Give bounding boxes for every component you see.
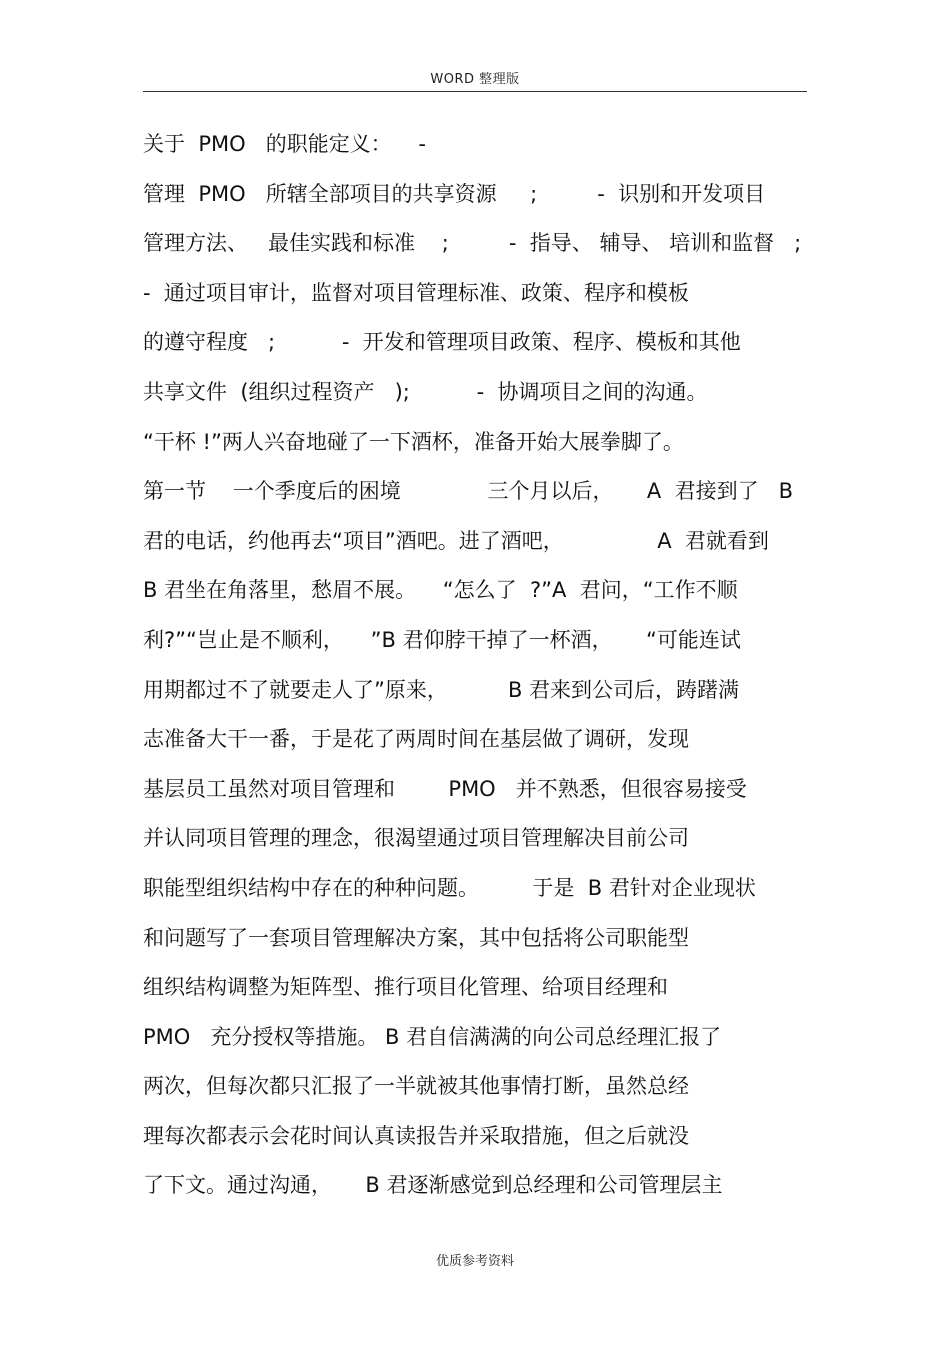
text-line: 理每次都表示会花时间认真读报告并采取措施，但之后就没 [143,1123,689,1148]
document-body [143,120,823,1211]
text-line: 的遵守程度 ; - 开发和管理项目政策、程序、模板和其他 [143,330,741,355]
text-line: 两次，但每次都只汇报了一半就被其他事情打断，虽然总经 [143,1074,689,1099]
text-line: 用期都过不了就要走人了”原来， B 君来到公司后，踌躇满 [143,677,740,702]
header-divider [143,91,807,92]
text-line: 管理方法、 最佳实践和标准 ; - 指导、 辅导、 培训和监督 ; [143,231,802,256]
text-line: 管理 PMO 所辖全部项目的共享资源 ; - 识别和开发项目 [143,181,766,206]
page-header: WORD 整理版 [430,72,520,87]
text-line: 关于 PMO 的职能定义： - [143,132,426,156]
text-line: 志准备大干一番，于是花了两周时间在基层做了调研，发现 [143,727,689,752]
text-line: 和问题写了一套项目管理解决方案，其中包括将公司职能型 [143,925,689,950]
text-line: 了下文。通过沟通， B 君逐渐感觉到总经理和公司管理层主 [143,1173,723,1198]
page-footer: 优质参考资料 [435,1254,514,1269]
text-line: 君的电话，约他再去“项目”酒吧。进了酒吧， A 君就看到 [143,528,769,553]
text-line: “干杯 !”两人兴奋地碰了一下酒杯，准备开始大展拳脚了。 [143,429,684,454]
text-line: 组织结构调整为矩阵型、推行项目化管理、给项目经理和 [143,975,668,1000]
text-line: 共享文件 (组织过程资产 ); - 协调项目之间的沟通。 [143,379,708,404]
text-line: 职能型组织结构中存在的种种问题。 于是 B 君针对企业现状 [143,875,756,900]
text-line: PMO 充分授权等措施。 B 君自信满满的向公司总经理汇报了 [143,1024,722,1049]
text-line: 基层员工虽然对项目管理和 PMO 并不熟悉，但很容易接受 [143,776,747,801]
text-line: 利?”“岂止是不顺利， ”B 君仰脖干掉了一杯酒， “可能连试 [143,627,741,652]
text-line: 第一节 一个季度后的困境 三个月以后， A 君接到了 B [143,479,794,504]
text-line: - 通过项目审计，监督对项目管理标准、政策、程序和模板 [143,280,689,305]
text-line: 并认同项目管理的理念，很渴望通过项目管理解决目前公司 [143,826,689,851]
text-line: B 君坐在角落里，愁眉不展。 “怎么了 ?”A 君问，“工作不顺 [143,578,738,603]
